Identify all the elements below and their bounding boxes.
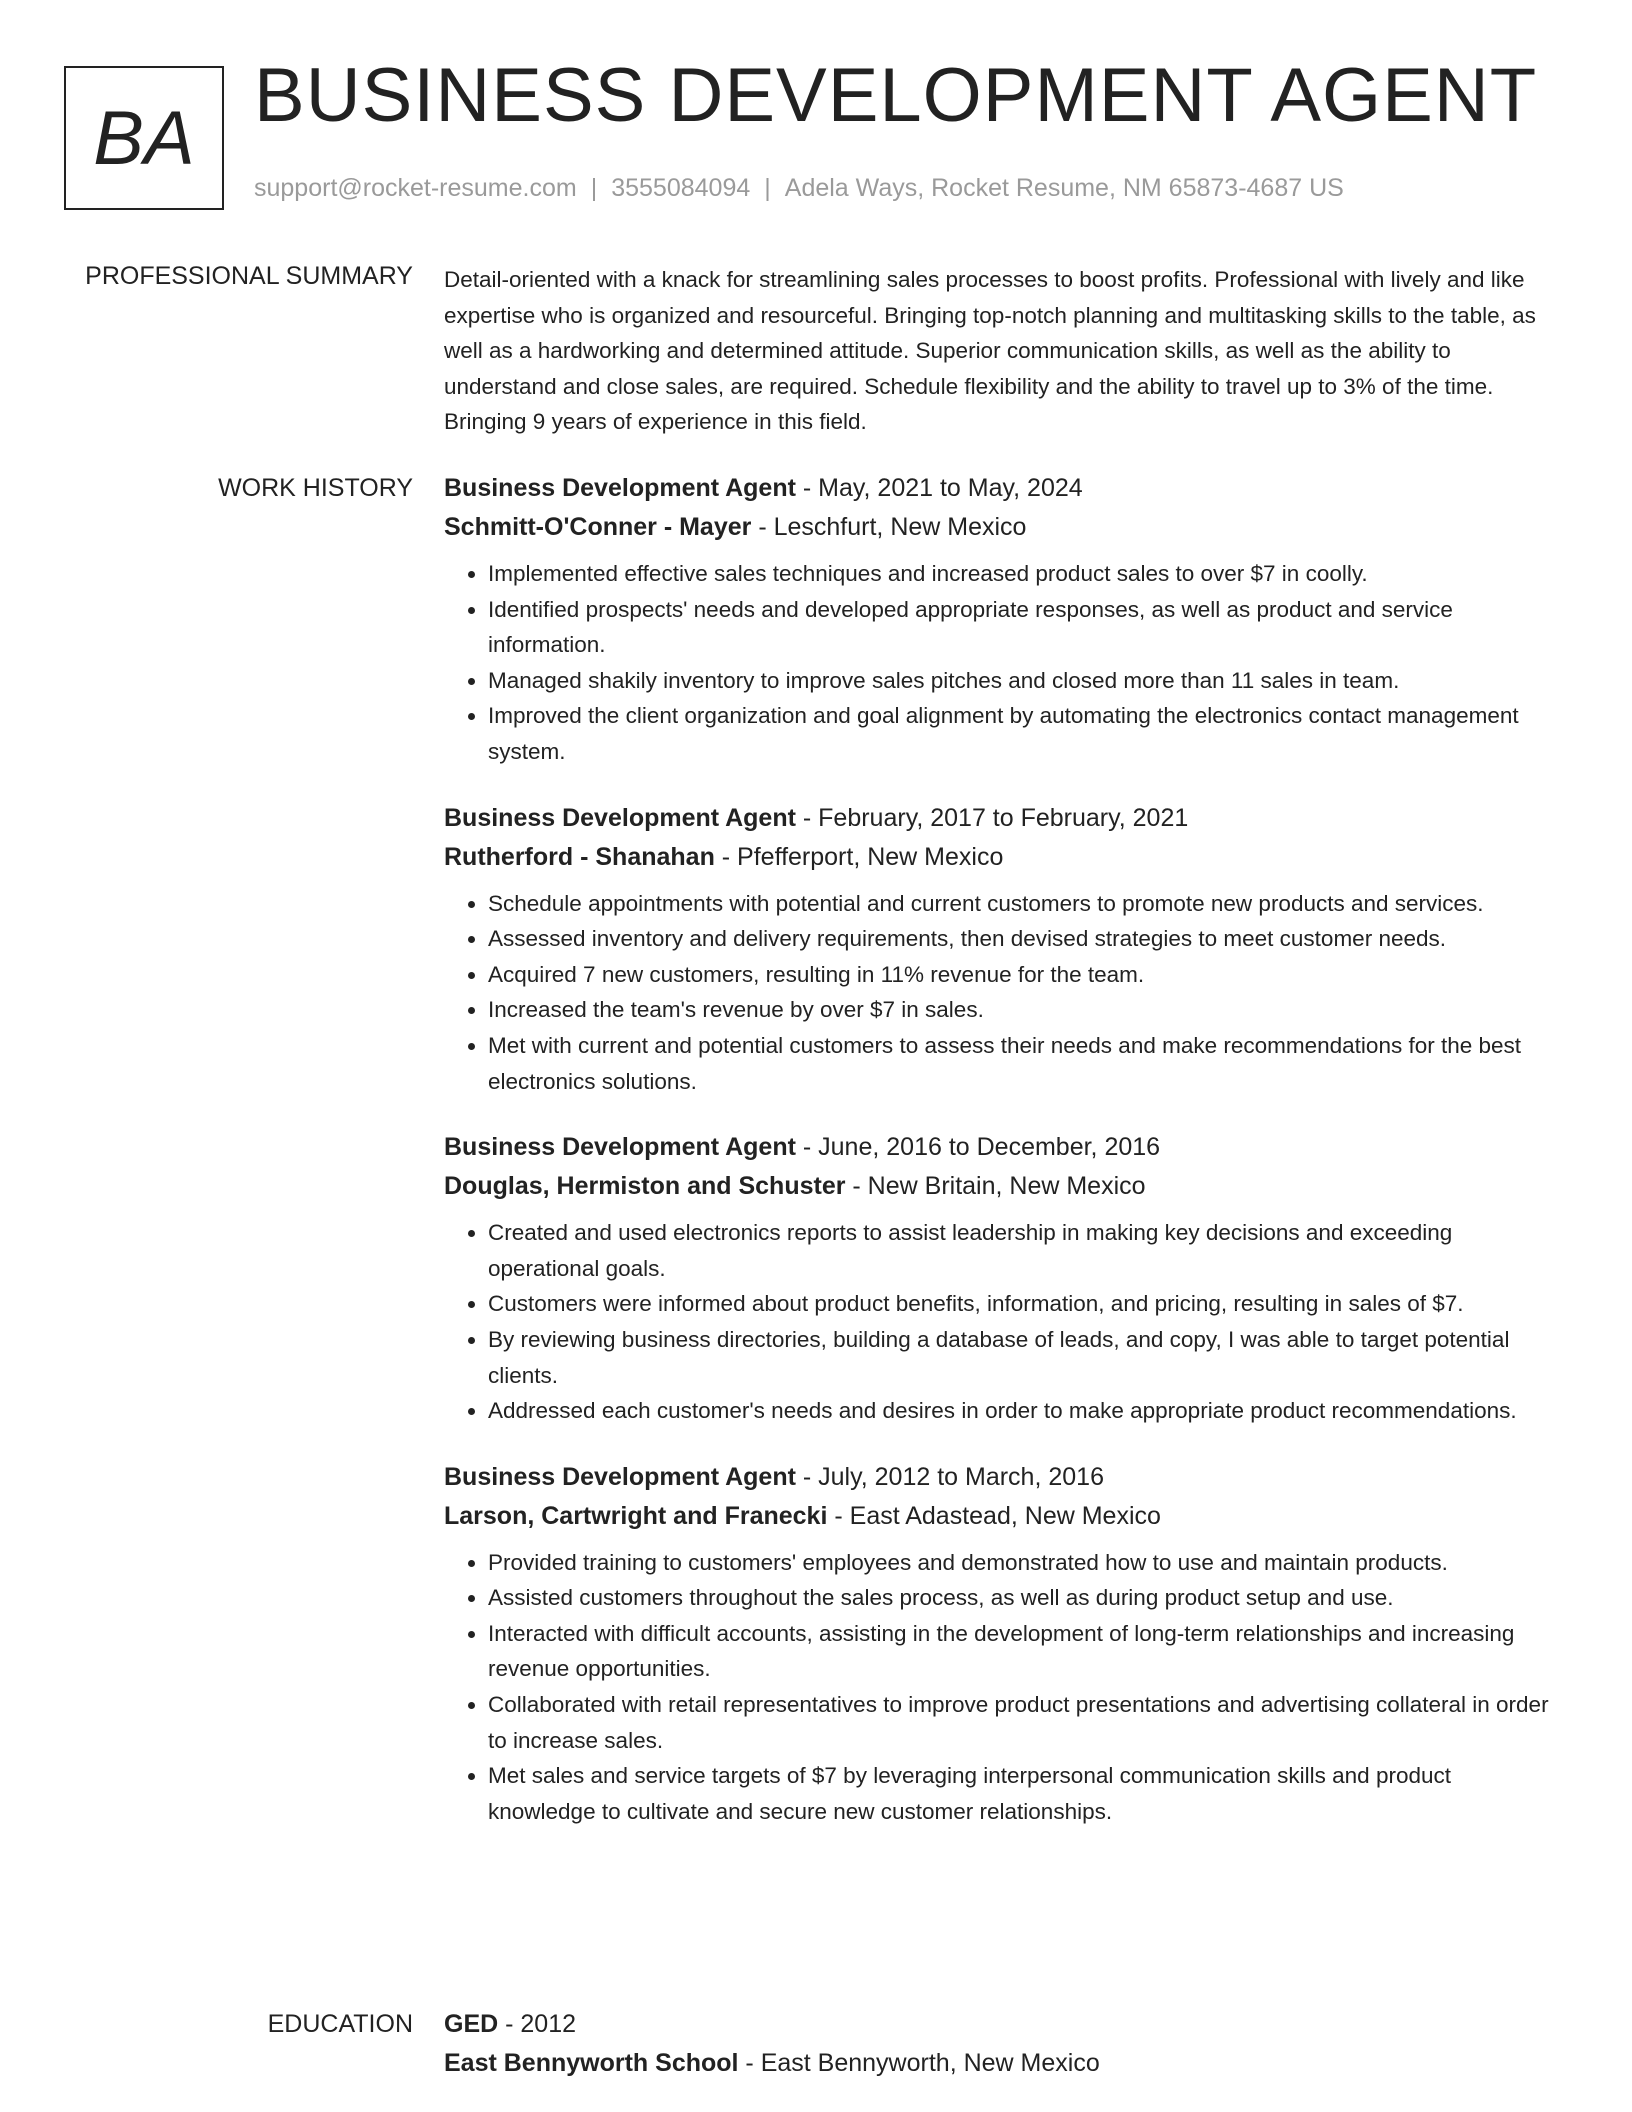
job-bullets — [444, 886, 1554, 1100]
job-company-line — [444, 508, 1554, 547]
education-school: East Bennyworth School — [444, 2049, 739, 2077]
job-bullet: • Identified prospects' needs and developed appropriate responses, as well as product and service information. — [488, 592, 1554, 663]
work-history-list — [444, 469, 1554, 1858]
education-degree: GED — [444, 2010, 499, 2038]
job-bullets — [444, 556, 1554, 770]
education-heading: EDUCATION — [267, 2010, 413, 2038]
job-title-line — [444, 799, 1554, 838]
job-dates: - June, 2016 to December, 2016 — [795, 1133, 1161, 1162]
job-entry — [444, 1458, 1554, 1830]
education-degree-line — [444, 2005, 1554, 2044]
job-bullets — [444, 1545, 1554, 1830]
job-bullet: • Provided training to customers' employees and demonstrated how to use and maintain products. — [488, 1545, 1554, 1581]
job-bullet: • Increased the team's revenue by over $7 in sales. — [488, 992, 1554, 1028]
job-company: Douglas, Hermiston and Schuster — [444, 1172, 846, 1201]
job-bullet: • Met with current and potential customers to assess their needs and make recommendations for the best electronics solutions. — [488, 1028, 1554, 1099]
job-entry — [444, 469, 1554, 770]
job-bullet: • Assessed inventory and delivery requirements, then devised strategies to meet customer needs. — [488, 921, 1554, 957]
job-bullet: • Met sales and service targets of $7 by leveraging interpersonal communication skills and product knowledge to cultivate and secure new customer relationships. — [488, 1758, 1554, 1829]
education-location: - East Bennyworth, New Mexico — [738, 2049, 1100, 2077]
job-dates: - May, 2021 to May, 2024 — [795, 474, 1083, 502]
job-bullet: • Assisted customers throughout the sales process, as well as during product setup and use. — [488, 1580, 1554, 1616]
contact-email[interactable]: support@rocket-resume.com — [254, 174, 577, 202]
job-dates: - July, 2012 to March, 2016 — [795, 1462, 1104, 1491]
job-title-line — [444, 1128, 1554, 1167]
summary-text: Detail-oriented with a knack for streamlining sales processes to boost profits. Professional with lively and like expertise who is organized and resourceful. Bringing top-notch planning and multitasking skills to the table, as well as a hardworking and determined attitude. Superior communication skills, as well as the ability to understand and close sales, are required. Schedule flexibility and the ability to travel up to 3% of the time. Bringing 9 years of experience in this field. — [444, 267, 1536, 435]
monogram-initials: BA — [64, 66, 224, 210]
job-bullets — [444, 1215, 1554, 1429]
job-location: - Leschfurt, New Mexico — [751, 513, 1027, 541]
job-bullet: • Customers were informed about product benefits, information, and pricing, resulting in sales of $7. — [488, 1286, 1554, 1322]
job-company-line — [444, 1497, 1554, 1536]
job-company: Larson, Cartwright and Franecki — [444, 1501, 828, 1530]
summary-heading: PROFESSIONAL SUMMARY — [85, 262, 413, 290]
job-title-line — [444, 469, 1554, 508]
contact-phone[interactable]: 3555084094 — [611, 174, 751, 202]
contact-separator: | — [764, 174, 771, 202]
contact-address: Adela Ways, Rocket Resume, NM 65873-4687 US — [784, 174, 1344, 202]
contact-line — [254, 174, 1344, 203]
job-company-line — [444, 838, 1554, 877]
job-bullet: • Managed shakily inventory to improve sales pitches and closed more than 11 sales in team. — [488, 663, 1554, 699]
job-bullet: • Acquired 7 new customers, resulting in 11% revenue for the team. — [488, 957, 1554, 993]
job-entry — [444, 799, 1554, 1100]
job-bullet: • Schedule appointments with potential and current customers to promote new products and services. — [488, 886, 1554, 922]
job-company: Rutherford - Shanahan — [444, 842, 715, 871]
job-location: - New Britain, New Mexico — [845, 1172, 1146, 1201]
job-role: Business Development Agent — [444, 1462, 796, 1491]
job-role: Business Development Agent — [444, 803, 796, 832]
education-school-line — [444, 2044, 1554, 2083]
job-bullet: • Interacted with difficult accounts, assisting in the development of long-term relationships and increasing revenue opportunities. — [488, 1616, 1554, 1687]
job-company: Schmitt-O'Conner - Mayer — [444, 513, 752, 541]
job-bullet: • Improved the client organization and goal alignment by automating the electronics contact management system. — [488, 698, 1554, 769]
contact-separator: | — [590, 174, 598, 202]
job-bullet: • Created and used electronics reports to assist leadership in making key decisions and exceeding operational goals. — [488, 1215, 1554, 1286]
job-title-line — [444, 1458, 1554, 1497]
job-bullet: • Addressed each customer's needs and desires in order to make appropriate product recommendations. — [488, 1393, 1554, 1429]
job-bullet: • By reviewing business directories, building a database of leads, and copy, I was able to target potential clients. — [488, 1322, 1554, 1393]
work-history-heading: WORK HISTORY — [218, 474, 413, 502]
education-entry — [444, 2005, 1554, 2083]
job-entry — [444, 1128, 1554, 1429]
education-year: - 2012 — [498, 2010, 577, 2038]
resume-title: BUSINESS DEVELOPMENT AGENT — [254, 53, 1538, 138]
job-bullet: • Implemented effective sales techniques and increased product sales to over $7 in coolly. — [488, 556, 1554, 592]
job-location: - East Adastead, New Mexico — [827, 1501, 1161, 1530]
job-company-line — [444, 1167, 1554, 1206]
job-role: Business Development Agent — [444, 1133, 796, 1162]
job-bullet: • Collaborated with retail representatives to improve product presentations and advertising collateral in order to increase sales. — [488, 1687, 1554, 1758]
job-dates: - February, 2017 to February, 2021 — [795, 803, 1189, 832]
job-location: - Pfefferport, New Mexico — [714, 842, 1004, 871]
job-role: Business Development Agent — [444, 474, 796, 502]
